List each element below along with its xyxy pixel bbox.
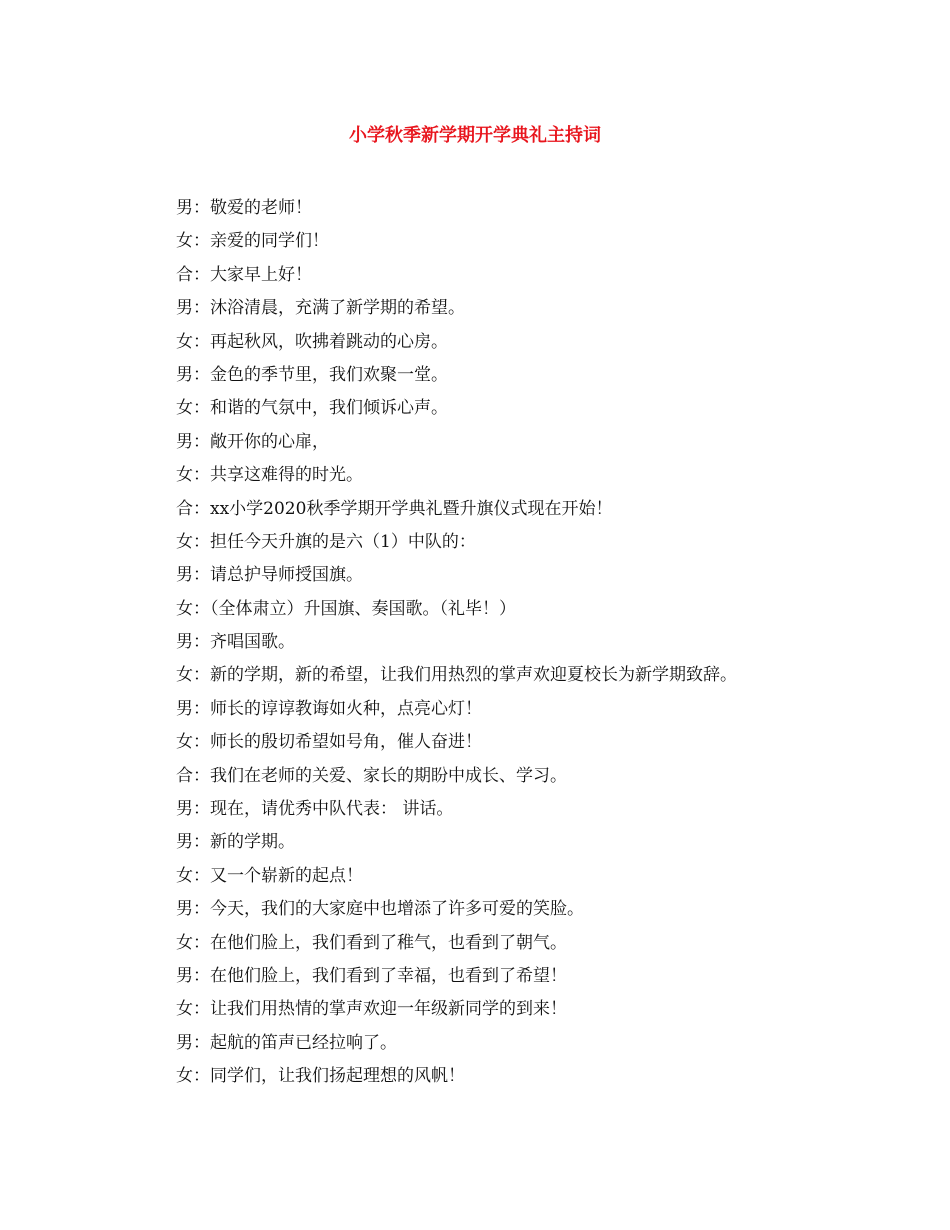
script-line: 合：xx小学2020秋季学期开学典礼暨升旗仪式现在开始！ <box>176 498 613 519</box>
script-line: 男：敬爱的老师！ <box>176 198 312 218</box>
script-line: 男：金色的季节里，我们欢聚一堂。 <box>176 364 448 385</box>
script-line: 男：师长的谆谆教诲如火种，点亮心灯！ <box>176 698 482 719</box>
script-line: 女：让我们用热情的掌声欢迎一年级新同学的到来！ <box>176 999 567 1020</box>
script-line: 男：现在，请优秀中队代表： 讲话。 <box>176 799 454 820</box>
script-line: 女：和谐的气氛中，我们倾诉心声。 <box>176 398 448 419</box>
script-line: 女：新的学期，新的希望，让我们用热烈的掌声欢迎夏校长为新学期致辞。 <box>176 665 737 686</box>
script-line: 男：齐唱国歌。 <box>176 632 295 653</box>
script-line: 合：大家早上好！ <box>176 264 312 285</box>
script-lines <box>176 192 916 1094</box>
script-line: 女：师长的殷切希望如号角，催人奋进！ <box>176 732 482 753</box>
script-line: 男：在他们脸上，我们看到了幸福，也看到了希望！ <box>176 965 567 986</box>
script-line: 女：又一个崭新的起点！ <box>176 865 363 886</box>
script-line: 男：请总护导师授国旗。 <box>176 565 363 586</box>
script-line: 女：亲爱的同学们！ <box>176 231 329 252</box>
script-line: 男：沐浴清晨，充满了新学期的希望。 <box>176 298 465 319</box>
document-title: 小学秋季新学期开学典礼主持词 <box>349 125 601 146</box>
script-line: 男：今天，我们的大家庭中也增添了许多可爱的笑脸。 <box>176 899 584 920</box>
script-line: 女：（全体肃立）升国旗、奏国歌。（礼毕！） <box>176 598 516 619</box>
script-line: 女：担任今天升旗的是六（1）中队的： <box>176 531 476 552</box>
script-line: 女：同学们，让我们扬起理想的风帆！ <box>176 1066 465 1087</box>
script-line: 男：敞开你的心扉， <box>176 431 329 452</box>
script-line: 男：起航的笛声已经拉响了。 <box>176 1032 397 1053</box>
script-line: 女：共享这难得的时光。 <box>176 465 363 486</box>
script-line: 合：我们在老师的关爱、家长的期盼中成长、学习。 <box>176 765 567 786</box>
script-line: 男：新的学期。 <box>176 832 295 853</box>
script-line: 女：在他们脸上，我们看到了稚气，也看到了朝气。 <box>176 932 567 953</box>
script-line: 女：再起秋风，吹拂着跳动的心房。 <box>176 331 448 352</box>
